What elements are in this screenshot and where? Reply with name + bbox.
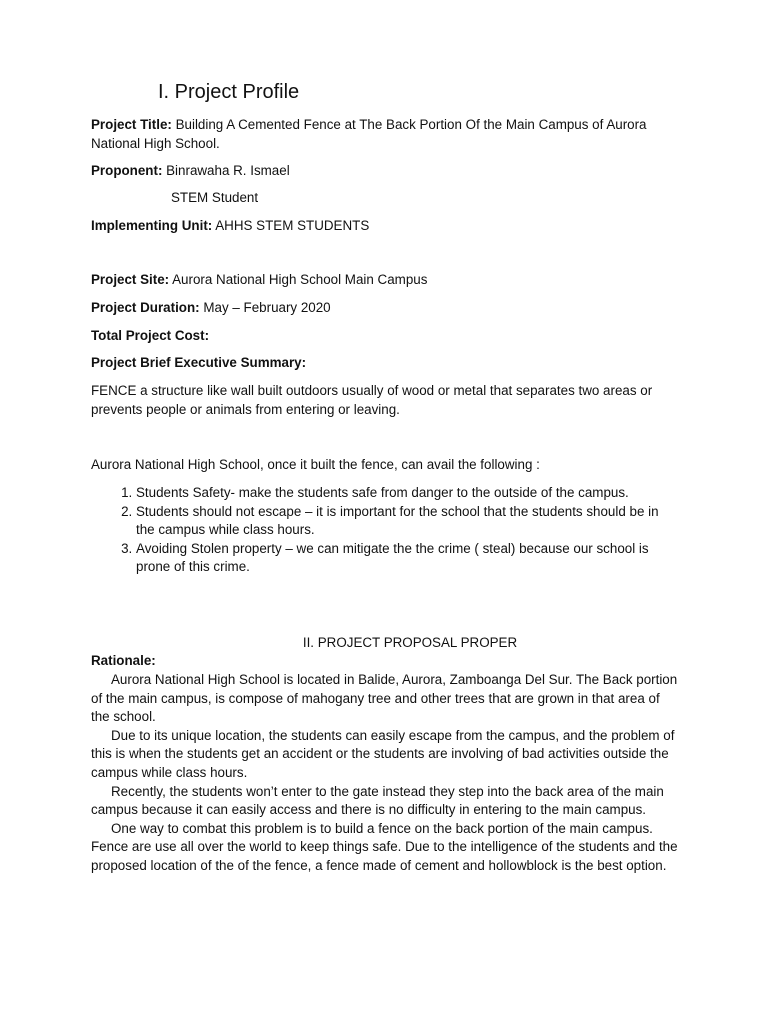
project-duration-field [91,299,691,318]
implementing-unit-value: AHHS STEM STUDENTS [212,218,370,233]
rationale-paragraph: Aurora National High School is located in Balide, Aurora, Zamboanga Del Sur. The Back portion of the main campus, is compose of mahogany tree and other trees that are grown in that area of the school. [91,672,678,725]
project-site-label: Project Site: [91,272,170,287]
project-site-value: Aurora National High School Main Campus [169,272,428,287]
summary-label: Project Brief Executive Summary: [91,355,307,370]
list-item: 1. Students Safety- make the students safe from danger to the outside of the campus. [136,484,666,503]
project-title-label: Project Title: [91,117,172,132]
proponent-label: Proponent: [91,163,163,178]
benefits-list [91,484,666,577]
implementing-unit-field [91,217,691,236]
rationale-body [91,671,681,876]
proponent-role: STEM Student [171,190,259,205]
benefits-intro: Aurora National High School, once it built the fence, can avail the following : [91,457,540,472]
total-cost-label: Total Project Cost: [91,328,210,343]
project-title-value: Building A Cemented Fence at The Back Portion Of the Main Campus of Aurora National High School. [91,117,647,151]
project-duration-value: May – February 2020 [199,300,331,315]
rationale-paragraph: Recently, the students won’t enter to the gate instead they step into the back area of the main campus because it can easily access and there is no difficulty in entering to the main campus. [91,783,664,818]
proponent-field [91,162,691,181]
project-duration-label: Project Duration: [91,300,200,315]
implementing-unit-label: Implementing Unit: [91,218,213,233]
list-item: 2. Students should not escape – it is important for the school that the students should be in the campus while class hours. [136,503,666,540]
rationale-paragraph: Due to its unique location, the students can easily escape from the campus, and the problem of this is when the students get an accident or the students are involving of bad activities outside the campus while class hours. [91,727,675,780]
benefits-list-container [91,484,666,577]
rationale-paragraph: One way to combat this problem is to build a fence on the back portion of the main campus. Fence are use all over the world to keep things safe. Due to the intelligence of the students and the proposed location of the of the fence, a fence made of cement and hollowblock is the best option. [91,820,678,873]
total-cost-field [91,327,691,346]
project-title-field [91,116,691,153]
rationale-heading [91,652,691,671]
summary-text: FENCE a structure like wall built outdoors usually of wood or metal that separates two areas or prevents people or animals from entering or leaving. [91,383,653,417]
rationale-label: Rationale: [91,653,156,668]
section2-heading: II. PROJECT PROPOSAL PROPER [302,635,518,650]
list-item: 3. Avoiding Stolen property – we can mitigate the the crime ( steal) because our school is prone of this crime. [136,540,666,577]
summary-heading [91,354,691,373]
page-heading: I. Project Profile [158,81,300,103]
proponent-value: Binrawaha R. Ismael [162,163,290,178]
project-site-field [91,271,691,290]
